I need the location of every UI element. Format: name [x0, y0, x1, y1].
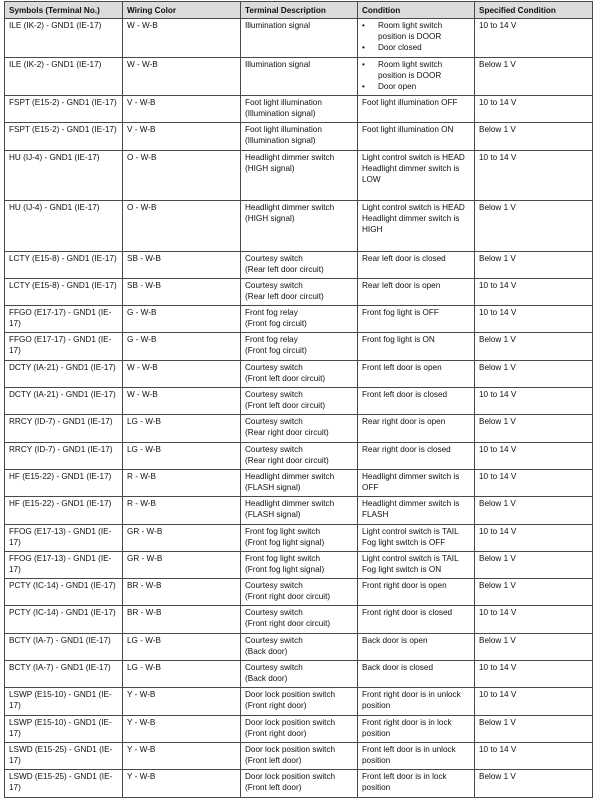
description-line: (HIGH signal)	[245, 214, 295, 224]
terminal-description-cell	[241, 333, 358, 360]
wiring-color-cell: W - W-B	[123, 360, 241, 387]
description-line: (Front right door circuit)	[245, 619, 331, 629]
table-row	[5, 469, 593, 496]
wiring-color-cell: BR - W-B	[123, 606, 241, 633]
header-specified-condition: Specified Condition	[475, 2, 593, 19]
wiring-color-cell: G - W-B	[123, 333, 241, 360]
condition-cell	[358, 388, 475, 415]
terminal-description-cell	[241, 360, 358, 387]
specified-condition-cell: Below 1 V	[475, 715, 593, 742]
wiring-color-cell: Y - W-B	[123, 688, 241, 715]
specified-condition-cell: 10 to 14 V	[475, 19, 593, 58]
condition-cell	[358, 742, 475, 769]
wiring-color-cell: Y - W-B	[123, 770, 241, 797]
terminal-description-cell	[241, 201, 358, 252]
condition-cell	[358, 19, 475, 58]
terminal-description-cell	[241, 388, 358, 415]
symbol-cell: BCTY (IA-7) - GND1 (IE-17)	[5, 633, 123, 660]
specified-condition-cell: 10 to 14 V	[475, 469, 593, 496]
symbol-cell: FFOG (E17-13) - GND1 (IE-17)	[5, 551, 123, 578]
specified-condition-cell: 10 to 14 V	[475, 688, 593, 715]
header-condition: Condition	[358, 2, 475, 19]
table-row	[5, 770, 593, 797]
table-row	[5, 415, 593, 442]
condition-cell	[358, 688, 475, 715]
wiring-color-cell: G - W-B	[123, 306, 241, 333]
wiring-color-cell: Y - W-B	[123, 715, 241, 742]
symbol-cell: DCTY (IA-21) - GND1 (IE-17)	[5, 360, 123, 387]
description-line: (Front right door circuit)	[245, 592, 331, 602]
specified-condition-cell: Below 1 V	[475, 123, 593, 150]
description-line: (FLASH signal)	[245, 482, 301, 492]
terminal-description-cell	[241, 19, 358, 58]
description-line: (Back door)	[245, 674, 288, 684]
description-line: Courtesy switch	[245, 362, 303, 372]
condition-line: Back door is open	[362, 635, 428, 645]
specified-condition-cell: 10 to 14 V	[475, 442, 593, 469]
condition-cell	[358, 497, 475, 524]
description-line: (HIGH signal)	[245, 163, 295, 173]
condition-bullet-item: • Room light switch position is DOOR	[362, 20, 471, 42]
condition-line: Fog light switch is OFF	[362, 537, 446, 547]
description-line: Foot light illumination	[245, 98, 322, 107]
table-row	[5, 661, 593, 688]
description-line: (Front left door circuit)	[245, 401, 326, 411]
table-row	[5, 96, 593, 123]
terminal-description-cell	[241, 123, 358, 150]
table-row	[5, 688, 593, 715]
wiring-color-cell: V - W-B	[123, 96, 241, 123]
description-line: Door lock position switch	[245, 717, 336, 727]
symbol-cell: HF (E15-22) - GND1 (IE-17)	[5, 469, 123, 496]
description-line: Courtesy switch	[245, 417, 303, 427]
symbol-cell: FFGO (E17-17) - GND1 (IE-17)	[5, 306, 123, 333]
symbol-cell: FFGO (E17-17) - GND1 (IE-17)	[5, 333, 123, 360]
terminal-description-cell	[241, 742, 358, 769]
condition-line: Front fog light is OFF	[362, 308, 439, 318]
description-line: Front fog light switch	[245, 526, 321, 536]
symbol-cell: LCTY (E15-8) - GND1 (IE-17)	[5, 251, 123, 278]
description-line: Front fog relay	[245, 335, 298, 345]
terminal-description-cell	[241, 551, 358, 578]
condition-cell	[358, 360, 475, 387]
description-line: Courtesy switch	[245, 280, 303, 290]
wiring-color-cell: W - W-B	[123, 388, 241, 415]
description-line: Courtesy switch	[245, 608, 303, 618]
condition-cell	[358, 96, 475, 123]
condition-line: Headlight dimmer switch is OFF	[362, 471, 460, 492]
condition-line: Front right door is open	[362, 581, 447, 591]
table-row	[5, 497, 593, 524]
specified-condition-cell: 10 to 14 V	[475, 150, 593, 201]
condition-cell	[358, 333, 475, 360]
wiring-color-cell: GR - W-B	[123, 524, 241, 551]
wiring-color-cell: W - W-B	[123, 19, 241, 58]
description-line: (FLASH signal)	[245, 510, 301, 520]
description-line: Courtesy switch	[245, 581, 303, 591]
condition-line: Light control switch is HEAD	[362, 203, 465, 213]
table-row	[5, 742, 593, 769]
specified-condition-cell: 10 to 14 V	[475, 524, 593, 551]
wiring-color-cell: LG - W-B	[123, 415, 241, 442]
description-line: (Rear left door circuit)	[245, 264, 324, 274]
terminal-inspection-table	[4, 1, 593, 798]
condition-cell	[358, 57, 475, 96]
symbol-cell: HU (IJ-4) - GND1 (IE-17)	[5, 201, 123, 252]
table-row	[5, 606, 593, 633]
description-line: (Front fog light signal)	[245, 537, 325, 547]
specified-condition-cell: Below 1 V	[475, 497, 593, 524]
condition-cell	[358, 469, 475, 496]
table-row	[5, 57, 593, 96]
condition-line: Front left door is in unlock position	[362, 744, 456, 765]
symbol-cell: PCTY (IC-14) - GND1 (IE-17)	[5, 579, 123, 606]
description-line: Headlight dimmer switch	[245, 152, 335, 162]
symbol-cell: HU (IJ-4) - GND1 (IE-17)	[5, 150, 123, 201]
condition-cell	[358, 201, 475, 252]
condition-line: Fog light switch is ON	[362, 564, 442, 574]
table-row	[5, 551, 593, 578]
condition-cell	[358, 715, 475, 742]
wiring-color-cell: SB - W-B	[123, 251, 241, 278]
symbol-cell: LSWP (E15-10) - GND1 (IE-17)	[5, 715, 123, 742]
terminal-description-cell	[241, 579, 358, 606]
condition-line: Front left door is open	[362, 362, 442, 372]
symbol-cell: RRCY (ID-7) - GND1 (IE-17)	[5, 415, 123, 442]
symbol-cell: ILE (IK-2) - GND1 (IE-17)	[5, 19, 123, 58]
terminal-description-cell	[241, 251, 358, 278]
header-terminal-description: Terminal Description	[241, 2, 358, 19]
terminal-description-cell	[241, 524, 358, 551]
specified-condition-cell: 10 to 14 V	[475, 606, 593, 633]
specified-condition-cell: Below 1 V	[475, 415, 593, 442]
header-symbols: Symbols (Terminal No.)	[5, 2, 123, 19]
description-line: Headlight dimmer switch	[245, 471, 335, 481]
wiring-color-cell: W - W-B	[123, 57, 241, 96]
terminal-description-cell	[241, 150, 358, 201]
table-header-row	[5, 2, 593, 19]
terminal-description-cell	[241, 96, 358, 123]
description-line: Foot light illumination	[245, 125, 322, 135]
table-row	[5, 715, 593, 742]
wiring-color-cell: V - W-B	[123, 123, 241, 150]
wiring-color-cell: R - W-B	[123, 497, 241, 524]
symbol-cell: ILE (IK-2) - GND1 (IE-17)	[5, 57, 123, 96]
terminal-description-cell	[241, 633, 358, 660]
description-line: (Front right door)	[245, 728, 307, 738]
specified-condition-cell: Below 1 V	[475, 579, 593, 606]
condition-line: Front right door is in unlock position	[362, 690, 461, 711]
condition-cell	[358, 524, 475, 551]
specified-condition-cell: 10 to 14 V	[475, 96, 593, 123]
symbol-cell: FSPT (E15-2) - GND1 (IE-17)	[5, 96, 123, 123]
condition-cell	[358, 633, 475, 660]
description-line: (Illumination signal)	[245, 136, 316, 146]
condition-line: Headlight dimmer switch is HIGH	[362, 214, 460, 235]
wiring-color-cell: SB - W-B	[123, 278, 241, 305]
terminal-inspection-table-sheet	[4, 1, 593, 798]
condition-line: Light control switch is TAIL	[362, 553, 459, 563]
condition-line: Front left door is in lock position	[362, 772, 447, 793]
condition-cell	[358, 551, 475, 578]
terminal-description-cell	[241, 606, 358, 633]
description-line: Courtesy switch	[245, 663, 303, 673]
condition-cell	[358, 123, 475, 150]
condition-line: Rear right door is closed	[362, 444, 451, 454]
wiring-color-cell: LG - W-B	[123, 633, 241, 660]
description-line: Front fog relay	[245, 308, 298, 318]
table-row	[5, 579, 593, 606]
table-row	[5, 251, 593, 278]
condition-line: Back door is closed	[362, 663, 433, 673]
condition-line: Front right door is in lock position	[362, 717, 452, 738]
terminal-description-cell	[241, 415, 358, 442]
description-line: Courtesy switch	[245, 444, 303, 454]
condition-line: Rear left door is closed	[362, 253, 446, 263]
specified-condition-cell: 10 to 14 V	[475, 742, 593, 769]
specified-condition-cell: Below 1 V	[475, 333, 593, 360]
description-line: Door lock position switch	[245, 744, 336, 754]
condition-cell	[358, 770, 475, 797]
description-line: Front fog light switch	[245, 553, 321, 563]
description-line: (Front left door)	[245, 783, 302, 793]
condition-bullet-list	[362, 20, 471, 53]
condition-cell	[358, 150, 475, 201]
symbol-cell: LSWD (E15-25) - GND1 (IE-17)	[5, 742, 123, 769]
specified-condition-cell: Below 1 V	[475, 57, 593, 96]
terminal-description-cell	[241, 715, 358, 742]
description-line: (Front right door)	[245, 701, 307, 711]
condition-line: Front left door is closed	[362, 390, 448, 400]
condition-line: Light control switch is TAIL	[362, 526, 459, 536]
specified-condition-cell: 10 to 14 V	[475, 278, 593, 305]
condition-line: Rear right door is open	[362, 417, 446, 427]
symbol-cell: DCTY (IA-21) - GND1 (IE-17)	[5, 388, 123, 415]
symbol-cell: LSWP (E15-10) - GND1 (IE-17)	[5, 688, 123, 715]
condition-line: Front right door is closed	[362, 608, 453, 618]
description-line: Headlight dimmer switch	[245, 499, 335, 509]
description-line: Door lock position switch	[245, 772, 336, 782]
condition-cell	[358, 306, 475, 333]
terminal-description-cell	[241, 57, 358, 96]
description-line: (Front left door circuit)	[245, 373, 326, 383]
wiring-color-cell: O - W-B	[123, 150, 241, 201]
description-line: Headlight dimmer switch	[245, 203, 335, 213]
symbol-cell: RRCY (ID-7) - GND1 (IE-17)	[5, 442, 123, 469]
condition-bullet-list	[362, 59, 471, 92]
description-line: (Rear right door circuit)	[245, 455, 329, 465]
table-row	[5, 388, 593, 415]
condition-cell	[358, 661, 475, 688]
description-line: Courtesy switch	[245, 390, 303, 400]
table-row	[5, 19, 593, 58]
table-row	[5, 150, 593, 201]
specified-condition-cell: Below 1 V	[475, 360, 593, 387]
condition-line: Rear left door is open	[362, 280, 441, 290]
specified-condition-cell: Below 1 V	[475, 633, 593, 660]
terminal-description-cell	[241, 688, 358, 715]
specified-condition-cell: Below 1 V	[475, 551, 593, 578]
description-line: Door lock position switch	[245, 690, 336, 700]
condition-cell	[358, 415, 475, 442]
condition-bullet-item: • Door open	[362, 81, 471, 92]
table-row	[5, 442, 593, 469]
description-line: (Front fog circuit)	[245, 346, 307, 356]
terminal-description-cell	[241, 770, 358, 797]
table-row	[5, 201, 593, 252]
wiring-color-cell: GR - W-B	[123, 551, 241, 578]
specified-condition-cell: Below 1 V	[475, 201, 593, 252]
header-wiring-color: Wiring Color	[123, 2, 241, 19]
condition-line: Headlight dimmer switch is LOW	[362, 163, 460, 184]
condition-bullet-item: • Door closed	[362, 42, 471, 53]
specified-condition-cell: 10 to 14 V	[475, 388, 593, 415]
condition-cell	[358, 251, 475, 278]
terminal-description-cell	[241, 442, 358, 469]
description-line: (Front fog light signal)	[245, 564, 325, 574]
condition-cell	[358, 579, 475, 606]
symbol-cell: FSPT (E15-2) - GND1 (IE-17)	[5, 123, 123, 150]
condition-line: Foot light illumination ON	[362, 125, 454, 135]
condition-cell	[358, 606, 475, 633]
specified-condition-cell: 10 to 14 V	[475, 661, 593, 688]
description-line: Courtesy switch	[245, 635, 303, 645]
table-row	[5, 306, 593, 333]
condition-bullet-item: • Room light switch position is DOOR	[362, 59, 471, 81]
wiring-color-cell: BR - W-B	[123, 579, 241, 606]
description-line: (Illumination signal)	[245, 109, 316, 118]
specified-condition-cell: 10 to 14 V	[475, 306, 593, 333]
wiring-color-cell: LG - W-B	[123, 661, 241, 688]
symbol-cell: LSWD (E15-25) - GND1 (IE-17)	[5, 770, 123, 797]
description-line: (Back door)	[245, 646, 288, 656]
wiring-color-cell: R - W-B	[123, 469, 241, 496]
description-line: Courtesy switch	[245, 253, 303, 263]
description-line: (Front fog circuit)	[245, 319, 307, 329]
specified-condition-cell: Below 1 V	[475, 770, 593, 797]
table-row	[5, 360, 593, 387]
condition-cell	[358, 278, 475, 305]
terminal-description-cell	[241, 469, 358, 496]
table-body	[5, 19, 593, 798]
description-line: Illumination signal	[245, 59, 311, 69]
terminal-description-cell	[241, 278, 358, 305]
terminal-description-cell	[241, 661, 358, 688]
wiring-color-cell: Y - W-B	[123, 742, 241, 769]
symbol-cell: HF (E15-22) - GND1 (IE-17)	[5, 497, 123, 524]
wiring-color-cell: O - W-B	[123, 201, 241, 252]
specified-condition-cell: Below 1 V	[475, 251, 593, 278]
wiring-color-cell: LG - W-B	[123, 442, 241, 469]
symbol-cell: LCTY (E15-8) - GND1 (IE-17)	[5, 278, 123, 305]
description-line: (Front left door)	[245, 755, 302, 765]
description-line: (Rear right door circuit)	[245, 428, 329, 438]
condition-cell	[358, 442, 475, 469]
symbol-cell: BCTY (IA-7) - GND1 (IE-17)	[5, 661, 123, 688]
symbol-cell: PCTY (IC-14) - GND1 (IE-17)	[5, 606, 123, 633]
symbol-cell: FFOG (E17-13) - GND1 (IE-17)	[5, 524, 123, 551]
condition-line: Foot light illumination OFF	[362, 98, 458, 107]
condition-line: Headlight dimmer switch is FLASH	[362, 499, 460, 520]
table-row	[5, 123, 593, 150]
terminal-description-cell	[241, 306, 358, 333]
table-row	[5, 333, 593, 360]
condition-line: Front fog light is ON	[362, 335, 435, 345]
description-line: (Rear left door circuit)	[245, 291, 324, 301]
table-row	[5, 633, 593, 660]
table-row	[5, 524, 593, 551]
terminal-description-cell	[241, 497, 358, 524]
condition-line: Light control switch is HEAD	[362, 152, 465, 162]
table-row	[5, 278, 593, 305]
description-line: Illumination signal	[245, 21, 311, 30]
